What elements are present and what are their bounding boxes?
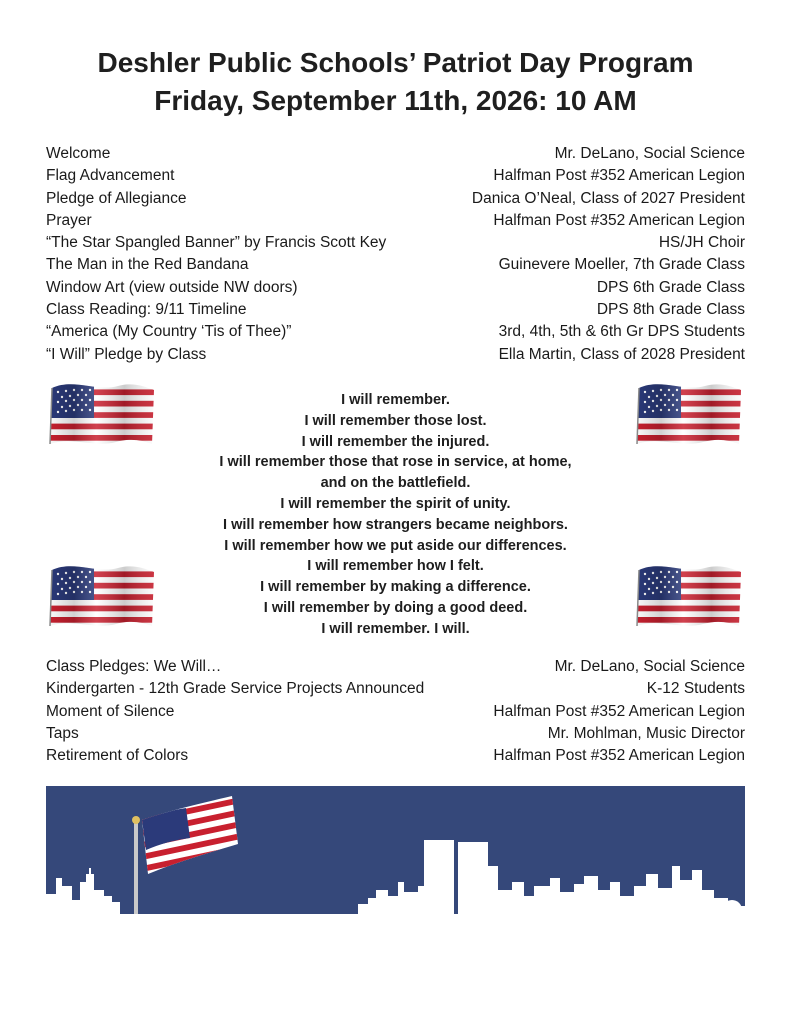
program-row — [46, 165, 745, 187]
pledge-line: I will remember how I felt. — [307, 558, 484, 575]
program-event: “I Will” Pledge by Class — [46, 345, 207, 363]
pledge-line: I will remember by making a difference. — [260, 579, 531, 596]
pledge-line: and on the battlefield. — [320, 475, 471, 492]
program-event: Pledge of Allegiance — [46, 189, 187, 207]
program-event: Taps — [46, 724, 79, 742]
program-presenter: K-12 Students — [646, 680, 745, 698]
program-presenter: Mr. DeLano, Social Science — [554, 658, 745, 675]
program-row — [46, 210, 745, 232]
program-presenter: Halfman Post #352 American Legion — [493, 211, 745, 229]
pledge-line: I will remember. — [341, 392, 450, 408]
program-presenter: Halfman Post #352 American Legion — [493, 167, 745, 185]
program-event: Flag Advancement — [46, 167, 175, 185]
american-flag-icon — [633, 378, 745, 452]
program-row — [46, 656, 745, 678]
pledge-line: I will remember. I will. — [321, 620, 470, 637]
title-block — [0, 44, 791, 120]
program-presenter: HS/JH Choir — [658, 234, 745, 252]
pledge-line: I will remember the spirit of unity. — [280, 495, 511, 512]
program-event: Prayer — [46, 211, 92, 229]
program-presenter: Ella Martin, Class of 2028 President — [498, 345, 745, 363]
program-presenter: Mr. Mohlman, Music Director — [547, 724, 745, 742]
program-event: “America (My Country ‘Tis of Thee)” — [46, 323, 292, 341]
pledge-line: I will remember how strangers became neighbors. — [223, 516, 568, 533]
program-row — [46, 254, 745, 276]
pledge-line: I will remember those that rose in service, at home, — [219, 454, 572, 471]
city-skyline-icon — [46, 786, 745, 914]
american-flag-icon — [46, 378, 158, 452]
program-row — [46, 678, 745, 700]
program-row — [46, 344, 745, 366]
program-row — [46, 277, 745, 299]
american-flag-icon — [46, 560, 158, 634]
program-event: Window Art (view outside NW doors) — [46, 278, 298, 296]
program-event: Retirement of Colors — [46, 747, 189, 765]
program-event: Kindergarten - 12th Grade Service Projects Announced — [46, 680, 425, 698]
program-presenter: Halfman Post #352 American Legion — [493, 747, 745, 765]
program-row — [46, 299, 745, 321]
program-event: The Man in the Red Bandana — [46, 256, 249, 274]
skyline-banner — [46, 786, 745, 914]
program-list-bottom — [46, 656, 745, 767]
pledge-line: I will remember how we put aside our differences. — [224, 537, 567, 554]
i-will-pledge — [170, 390, 621, 640]
program-row — [46, 745, 745, 767]
program-presenter: Danica O’Neal, Class of 2027 President — [471, 189, 745, 207]
program-list-top — [46, 143, 745, 366]
pledge-line: I will remember those lost. — [304, 412, 487, 429]
program-event: “The Star Spangled Banner” by Francis Scott Key — [46, 234, 387, 252]
pledge-line: I will remember the injured. — [301, 433, 490, 450]
program-presenter: DPS 8th Grade Class — [596, 301, 745, 319]
page-title: Deshler Public Schools’ Patriot Day Program — [97, 47, 694, 78]
program-presenter: 3rd, 4th, 5th & 6th Gr DPS Students — [498, 323, 745, 341]
program-event: Class Pledges: We Will… — [46, 658, 222, 675]
program-presenter: Mr. DeLano, Social Science — [554, 145, 745, 162]
program-row — [46, 143, 745, 165]
program-row — [46, 701, 745, 723]
program-row — [46, 188, 745, 210]
pledge-line: I will remember by doing a good deed. — [263, 599, 528, 616]
program-row — [46, 232, 745, 254]
program-presenter: Guinevere Moeller, 7th Grade Class — [498, 256, 745, 274]
program-row — [46, 321, 745, 343]
program-row — [46, 723, 745, 745]
program-presenter: DPS 6th Grade Class — [596, 278, 745, 296]
program-presenter: Halfman Post #352 American Legion — [493, 702, 745, 720]
event-date: Friday, September 11th, 2026: 10 AM — [154, 85, 637, 116]
program-event: Moment of Silence — [46, 702, 175, 720]
program-event: Class Reading: 9/11 Timeline — [46, 301, 247, 319]
program-event: Welcome — [46, 145, 111, 162]
american-flag-icon — [633, 560, 745, 634]
